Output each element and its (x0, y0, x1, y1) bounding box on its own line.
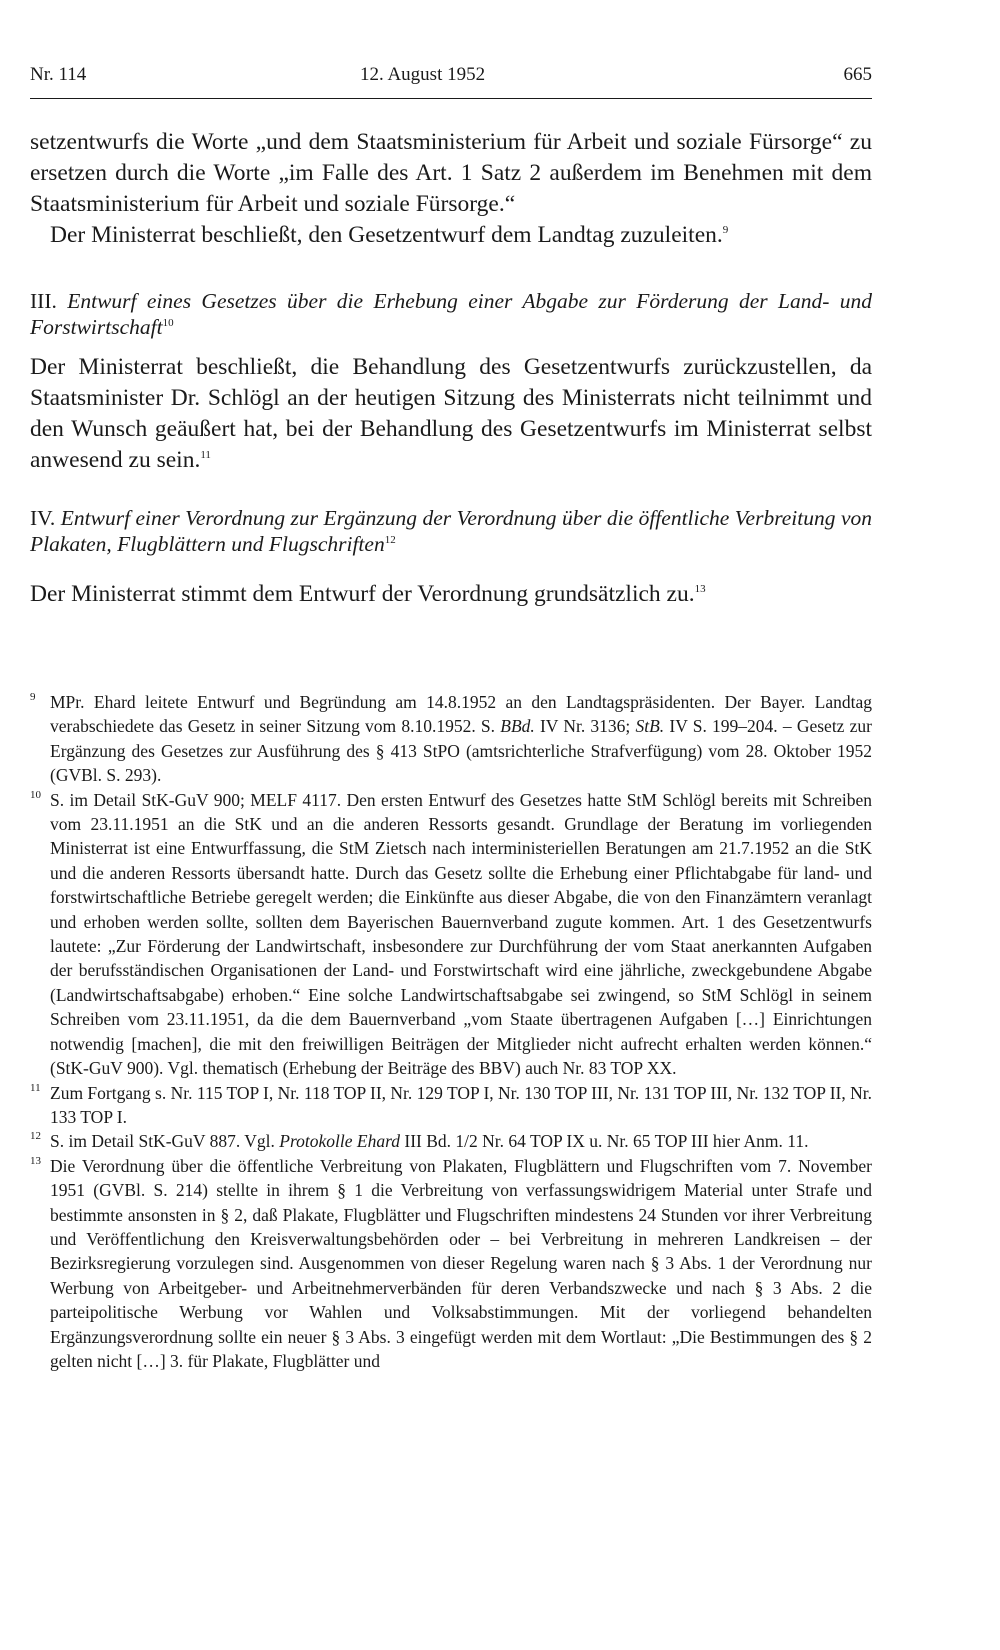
footnote-ref: 10 (162, 316, 174, 329)
page-number: 665 (843, 64, 872, 85)
heading-number: III. (30, 289, 57, 313)
body-paragraph: setzentwurfs die Worte „und dem Staatsministerium für Arbeit und soziale Fürsorge“ zu ersetzen durch die Worte „im Falle des Art. 1 Satz 2 außerdem im Benehmen mit dem Staatsministerium für Arbeit und soziale Fürsorge.“ (30, 129, 872, 217)
footnote-ref: 9 (722, 224, 729, 237)
footnote-text: III Bd. 1/2 Nr. 64 TOP IX u. Nr. 65 TOP III hier Anm. 11. (400, 1131, 809, 1152)
agenda-heading-iv (30, 505, 872, 557)
footnote-number: 10 (30, 788, 41, 801)
agenda-heading-iii (30, 288, 872, 340)
footnote-number: 11 (30, 1081, 41, 1094)
header-rule (30, 98, 872, 99)
footnote-10 (30, 788, 872, 1081)
body-paragraph (30, 352, 872, 476)
footnote-italic: BBd. (500, 716, 535, 737)
body-paragraph (30, 579, 872, 610)
heading-number: IV. (30, 506, 56, 530)
decision-text: Der Ministerrat stimmt dem Entwurf der Verordnung grundsätzlich zu. (30, 581, 695, 607)
footnote-text: IV S. 199–204. – Gesetz zur Ergänzung des Gesetzes zur Ausführung des § 413 StPO (amtsrichterliche Strafverfügung) vom 28. Oktober 1952 (GVBl. S. 293). (50, 716, 873, 786)
footnotes (30, 690, 872, 1373)
footnote-text: Die Verordnung über die öffentliche Verbreitung von Plakaten, Flugblättern und Flugschriften vom 7. November 1951 (GVBl. S. 214) stellte in ihrem § 1 die Verbreitung von verfassungswidrigem Material unter Strafe und bestimmte ansonsten in § 2, daß Plakate, Flugblätter und Flugschriften mindestens 24 Stunden vor ihrer Verbreitung und Veröffentlichung den Kreisverwaltungsbehörden oder – bei Verbreitung in mehreren Landkreisen – der Bezirksregierung vorzulegen sind. Ausgenommen von dieser Regelung waren nach § 3 Abs. 1 der Verordnung nur Werbung von Arbeitgeber- und Arbeitnehmerverbänden für deren Verbandszwecke und nach § 3 Abs. 2 die parteipolitische Werbung vor Wahlen und Volksabstimmungen. Mit der vorliegend behandelten Ergänzungsverordnung sollte ein neuer § 3 Abs. 3 eingefügt werden mit dem Wortlaut: „Die Bestimmungen des § 2 gelten nicht […] 3. für Plakate, Flugblätter und (50, 1155, 872, 1371)
footnote-text: S. im Detail StK-GuV 887. Vgl. (50, 1131, 280, 1152)
footnote-ref: 11 (200, 449, 211, 462)
footnote-ref: 13 (694, 583, 706, 596)
footnote-11 (30, 1081, 872, 1130)
footnote-text: MPr. Ehard leitete Entwurf und Begründung am 14.8.1952 an den Landtagspräsidenten. Der Bayer. Landtag verabschiedete das Gesetz in seiner Sitzung vom 8.10.1952. S. (50, 692, 872, 737)
body-paragraph-decision (30, 220, 872, 251)
footnote-text: Zum Fortgang s. Nr. 115 TOP I, Nr. 118 TOP II, Nr. 129 TOP I, Nr. 130 TOP III, Nr. 131 TOP III, Nr. 132 TOP II, Nr. 133 TOP I. (50, 1082, 872, 1127)
heading-text: Entwurf eines Gesetzes über die Erhebung einer Abgabe zur Förderung der Land- und Forstwirtschaft (30, 289, 873, 339)
footnote-13 (30, 1154, 872, 1374)
body-section-iii (30, 352, 872, 476)
footnote-number: 12 (30, 1130, 41, 1143)
body-section-ii-end (30, 127, 872, 251)
footnote-text: IV Nr. 3136; (534, 716, 636, 737)
footnote-number: 13 (30, 1154, 41, 1167)
footnote-text: S. im Detail StK-GuV 900; MELF 4117. Den ersten Entwurf des Gesetzes hatte StM Schlögl bereits mit Schreiben vom 23.11.1951 an die StK und an die anderen Ressorts gesandt. Grundlage der Beratung im vorliegenden Ministerrat ist eine Entwurffassung, die StM Zietsch nach interministeriellen Beratungen am 21.7.1952 an die StK und die anderen Ressorts übersandt hatte. Durch das Gesetz sollte die Erhebung einer Pflichtabgabe für land- und forstwirtschaftliche Betriebe geregelt werden; die Einkünfte aus dieser Abgabe, die von den Finanzämtern veranlagt und erhoben werden sollte, sollten dem Bayerischen Bauernverband zugute kommen. Art. 1 des Gesetzentwurfs lautete: „Zur Förderung der Landwirtschaft, insbesondere zur Durchführung der vom Staat anerkannten Aufgaben der berufsständischen Organisationen der Land- und Forstwirtschaft wird eine jährliche, zweckgebundene Abgabe (Landwirtschaftsabgabe) erhoben.“ Eine solche Landwirtschaftsabgabe sei zwingend, so StM Schlögl in seinem Schreiben vom 23.11.1951, da die dem Bauernverband „vom Staate übertragenen Aufgaben […] Einrichtungen notwendig [machen], die mit den freiwilligen Beiträgen der Mitglieder nicht aufrecht erhalten werden können.“ (StK-GuV 900). Vgl. thematisch (Erhebung der Beiträge des BBV) auch Nr. 83 TOP XX. (50, 789, 872, 1079)
document-number: Nr. 114 (30, 64, 87, 85)
heading-text: Entwurf einer Verordnung zur Ergänzung der Verordnung über die öffentliche Verbreitung von Plakaten, Flugblättern und Flugschriften (30, 506, 872, 556)
footnote-number: 9 (30, 691, 36, 703)
footnote-italic: Protokolle Ehard (279, 1131, 400, 1152)
document-date: 12. August 1952 (360, 64, 486, 85)
footnote-italic: StB. (635, 716, 665, 737)
body-section-iv (30, 579, 872, 610)
decision-text: Der Ministerrat beschließt, den Gesetzentwurf dem Landtag zuzuleiten. (50, 222, 723, 248)
footnote-ref: 12 (384, 533, 396, 546)
running-header (30, 64, 872, 94)
footnote-12 (30, 1129, 872, 1153)
decision-text: Der Ministerrat beschließt, die Behandlung des Gesetzentwurfs zurückzustellen, da Staatsminister Dr. Schlögl an der heutigen Sitzung des Ministerrats nicht teilnimmt und den Wunsch geäußert hat, bei der Behandlung des Gesetzentwurfs im Ministerrat selbst anwesend zu sein. (30, 354, 872, 473)
footnote-9 (30, 690, 872, 788)
